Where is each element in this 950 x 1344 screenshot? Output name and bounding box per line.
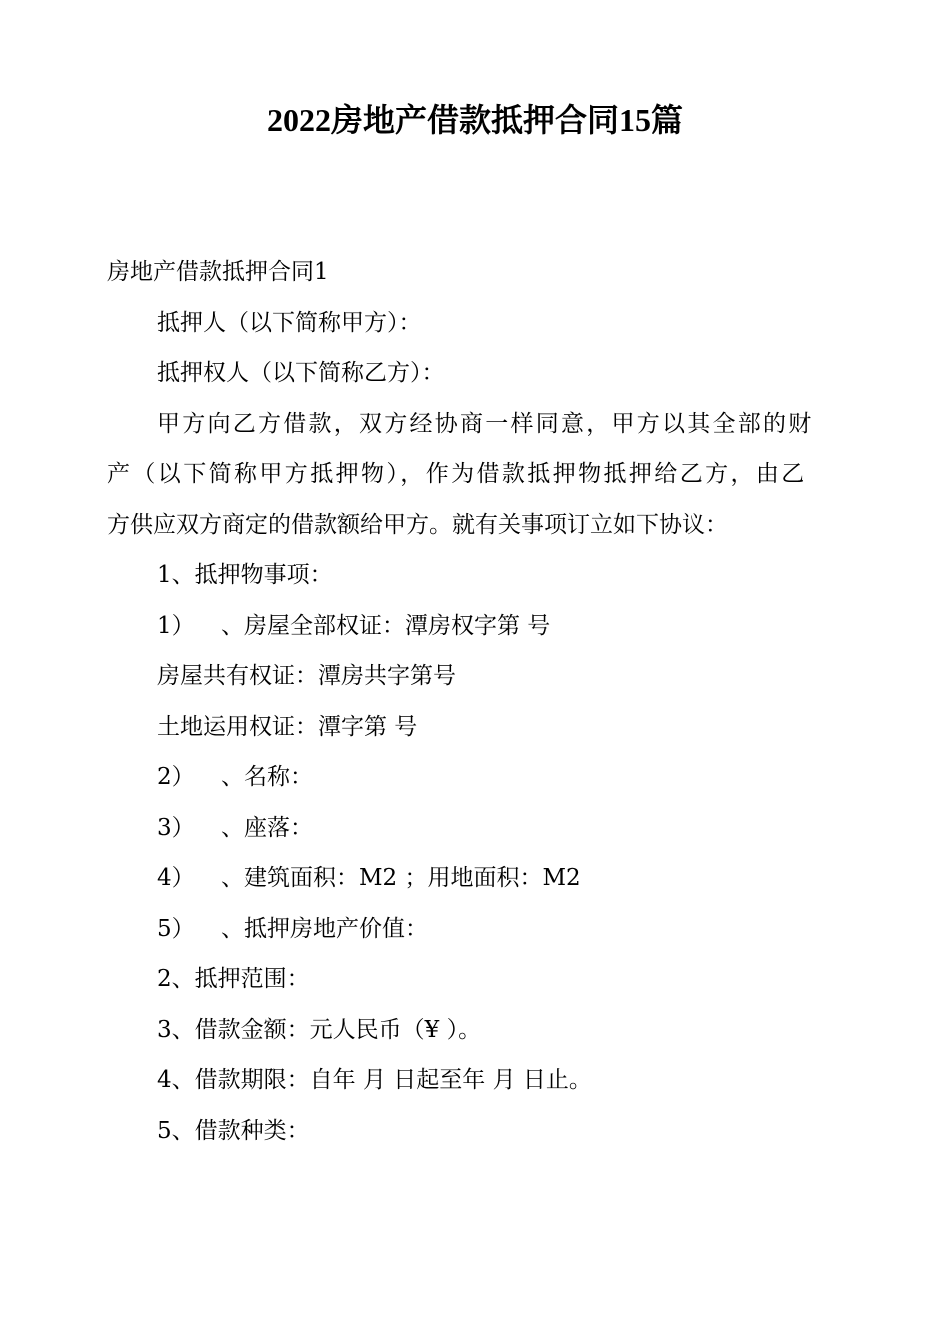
mortgagee-line: 抵押权人（以下简称乙方）： xyxy=(157,360,445,386)
mortgagor-line: 抵押人（以下简称甲方）： xyxy=(157,309,422,336)
item-5-text: 、抵押房地产价值： xyxy=(221,915,428,942)
intro-line-2-text: 产（以下简称甲方抵押物），作为借款抵押物抵押给乙方，由乙 xyxy=(107,461,807,487)
intro-line-2 xyxy=(107,449,853,500)
clause-4: 4、借款期限：自年 月 日起至年 月 日止。 xyxy=(157,1067,592,1093)
item-1-number: 1） xyxy=(157,612,195,639)
clause-2: 2、抵押范围： xyxy=(157,966,310,992)
co-ownership-line: 房屋共有权证：潭房共字第号 xyxy=(157,663,456,689)
item-5-number: 5） xyxy=(157,915,195,942)
intro-line-3-text: 方供应双方商定的借款额给甲方。就有关事项订立如下协议： xyxy=(107,511,728,538)
item-4 xyxy=(107,853,853,904)
item-3 xyxy=(107,803,853,854)
document-body xyxy=(107,247,853,1156)
item-2 xyxy=(107,752,853,803)
intro-line-1-text: 甲方向乙方借款，双方经协商一样同意，甲方以其全部的财 xyxy=(157,410,814,437)
item-4-number: 4） xyxy=(157,865,195,891)
clause-3: 3、借款金额：元人民币（¥ ）。 xyxy=(157,1016,482,1043)
item-2-number: 2） xyxy=(157,764,195,790)
document-title: 2022房地产借款抵押合同15篇 xyxy=(266,102,683,138)
land-use-line: 土地运用权证：潭字第 号 xyxy=(157,713,418,740)
item-4-text: 、建筑面积：M2 ；用地面积：M2 xyxy=(221,865,581,891)
intro-line-1 xyxy=(107,399,853,450)
item-2-text: 、名称： xyxy=(221,764,313,790)
item-5 xyxy=(107,904,853,955)
section-heading: 房地产借款抵押合同1 xyxy=(107,259,329,285)
intro-line-3 xyxy=(107,500,853,551)
clause-1: 1、抵押物事项： xyxy=(157,562,333,588)
item-1-text: 、房屋全部权证：潭房权字第 号 xyxy=(221,612,551,639)
item-1 xyxy=(107,601,853,652)
clause-5: 5、借款种类： xyxy=(157,1117,310,1144)
item-3-text: 、座落： xyxy=(221,814,313,841)
item-3-number: 3） xyxy=(157,814,195,841)
